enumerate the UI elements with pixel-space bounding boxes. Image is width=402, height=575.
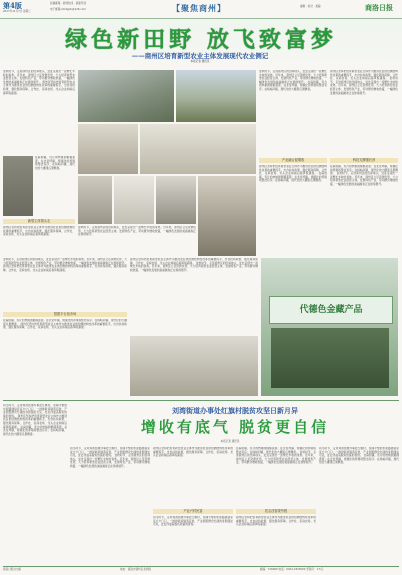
bottom-article-column-4b xyxy=(236,516,316,565)
photo-cooperative-sign xyxy=(261,258,398,396)
photo-greenhouse xyxy=(140,124,256,174)
subhead-3: 科技支撑强后劲 xyxy=(330,158,398,163)
article-paragraph: 金秋时节，走进商州区的田间地头，处处呈现出一派繁忙丰收的景象。近年来，商州区立足资源优势，大力培育新型农业经营主体，发展特色产业，带动群众增收致富，一幅绿色发展的美丽画卷正在徐徐展开。 xyxy=(330,171,398,186)
footer-rule xyxy=(3,566,399,567)
bottom-subhead-2: 扶志扶智拔穷根 xyxy=(236,509,316,514)
main-subheadline: ——商州区培育新型农业主体发展现代农业侧记 xyxy=(131,52,269,60)
sign-board: 代德色金藏产品 xyxy=(269,296,393,324)
article-column-6 xyxy=(130,258,258,334)
photo-village-landscape xyxy=(78,70,174,122)
article-paragraph: 商州区坚持把培育新型农业主体作为推进农业供给侧结构性改革的重要抓手，出台扶持政策，强化服务保障，合作社、家庭农场、龙头企业如雨后春笋般涌现。 xyxy=(3,321,127,330)
article-paragraph: 在麻街镇，连片的核桃园郁郁葱葱；在北宽坪镇，规模化的养殖场整洁有序；在杨峪河镇，现代化的大棚里瓜果飘香。 xyxy=(236,447,316,454)
photo-mountain-village xyxy=(176,70,256,122)
masthead: 商洛日报 xyxy=(365,3,393,12)
subhead-2: 产业融合促增收 xyxy=(259,158,327,163)
article-column-4b xyxy=(330,165,398,255)
article-column-1b xyxy=(35,156,75,216)
footer-left: 商洛日报社出版 xyxy=(3,568,22,571)
article-paragraph: 初冬时节，走进刘湾街道办事处红旗村，宽阔平整的水泥路通到家家户户门口，一排排新房错落有致，产业园里群众忙碌的身影随处可见，处处洋溢着脱贫致富的喜悦。 xyxy=(3,404,67,418)
article-column-1c xyxy=(3,226,75,256)
article-paragraph: 金秋时节，走进商州区的田间地头，处处呈现出一派繁忙丰收的景象。近年来，商州区立足资源优势，大力培育新型农业经营主体，发展特色产业，带动群众增收致富，一幅绿色发展的美丽画卷正在徐徐展开。 xyxy=(330,76,398,95)
photo-farmers-harvest xyxy=(78,124,138,174)
nav-line: 投稿邮箱 · 新闻热线 · 版面导读 xyxy=(50,2,87,5)
article-column-4 xyxy=(330,70,398,156)
article-paragraph: 在麻街镇，连片的核桃园郁郁葱葱；在北宽坪镇，规模化的养殖场整洁有序；在杨峪河镇，现代化的大棚里瓜果飘香。 xyxy=(35,156,75,170)
photo-worker xyxy=(3,156,33,216)
subhead-4: 搭建平台拓市场 xyxy=(3,312,127,317)
article-paragraph: 商州区坚持把培育新型农业主体作为推进农业供给侧结构性改革的重要抓手，出台扶持政策，强化服务保障，合作社、家庭农场、龙头企业如雨后春笋般涌现。 xyxy=(3,413,67,429)
article-paragraph: 金秋时节，走进商州区的田间地头，处处呈现出一派繁忙丰收的景象。近年来，商州区立足资源优势，大力培育新型农业经营主体，发展特色产业，带动群众增收致富，一幅绿色发展的美丽画卷正在徐徐展开。 xyxy=(3,258,127,265)
article-paragraph: 在麻街镇，连片的核桃园郁郁葱葱；在北宽坪镇，规模化的养殖场整洁有序；在杨峪河镇，现代化的大棚里瓜果飘香。 xyxy=(3,424,67,436)
article-paragraph: 在麻街镇，连片的核桃园郁郁葱葱；在北宽坪镇，规模化的养殖场整洁有序；在杨峪河镇，现代化的大棚里瓜果飘香。 xyxy=(330,165,398,176)
footer-right: 邮编：726000 电话：0914-2323000 零售价：1.5元 xyxy=(260,568,324,571)
page-number: 第4版 xyxy=(3,1,22,10)
photo-cooperative xyxy=(130,336,258,396)
article-paragraph: 商州区坚持把培育新型农业主体作为推进农业供给侧结构性改革的重要抓手，出台扶持政策，强化服务保障，合作社、家庭农场、龙头企业如雨后春笋般涌现。 xyxy=(3,264,127,272)
photo-farmer-portrait xyxy=(156,176,196,224)
footer-address: 地址：商洛市商州区北新街 xyxy=(120,568,152,571)
photo-orchard xyxy=(198,176,256,256)
email-line: 电子邮箱:shlrbjjzk@126.com xyxy=(50,8,86,11)
article-paragraph: 金秋时节，走进商州区的田间地头，处处呈现出一派繁忙丰收的景象。近年来，商州区立足资源优势，大力培育新型农业经营主体，发展特色产业，带动群众增收致富，一幅绿色发展的美丽画卷正在徐徐展开。 xyxy=(70,453,150,468)
bottom-byline: 本报记者 通讯员 xyxy=(220,440,240,443)
article-paragraph: 初冬时节，走进刘湾街道办事处红旗村，宽阔平整的水泥路通到家家户户门口，一排排新房错落有致，产业园里群众忙碌的身影随处可见，处处洋溢着脱贫致富的喜悦。 xyxy=(319,447,399,458)
article-column-1 xyxy=(3,70,75,154)
article-paragraph: 金秋时节，走进商州区的田间地头，处处呈现出一派繁忙丰收的景象。近年来，商州区立足资源优势，大力培育新型农业经营主体，发展特色产业，带动群众增收致富，一幅绿色发展的美丽画卷正在徐徐展开。 xyxy=(78,226,196,237)
bottom-headline: 增收有底气 脱贫更自信 xyxy=(140,418,330,436)
issue-date: 2017年11月7日 星期二 xyxy=(3,10,31,13)
bottom-subheadline: 刘湾街道办事处红旗村脱贫攻坚日新月异 xyxy=(172,407,298,415)
headline-banner xyxy=(0,19,402,67)
article-paragraph: 金秋时节，走进商州区的田间地头，处处呈现出一派繁忙丰收的景象。近年来，商州区立足资源优势，大力培育新型农业经营主体，发展特色产业，带动群众增收致富，一幅绿色发展的美丽画卷正在徐徐展开。 xyxy=(3,70,75,84)
section-divider xyxy=(3,400,399,401)
article-paragraph: 商州区坚持把培育新型农业主体作为推进农业供给侧结构性改革的重要抓手，出台扶持政策，强化服务保障，合作社、家庭农场、龙头企业如雨后春笋般涌现。 xyxy=(153,447,233,458)
article-paragraph: 商州区坚持把培育新型农业主体作为推进农业供给侧结构性改革的重要抓手，出台扶持政策，强化服务保障，合作社、家庭农场、龙头企业如雨后春笋般涌现。 xyxy=(236,516,316,527)
bottom-subhead-1: 产业兴村民富 xyxy=(153,509,233,514)
article-column-2 xyxy=(78,226,196,256)
bottom-article-column-2 xyxy=(70,447,150,565)
article-paragraph: 初冬时节，走进刘湾街道办事处红旗村，宽阔平整的水泥路通到家家户户门口，一排排新房错落有致，产业园里群众忙碌的身影随处可见，处处洋溢着脱贫致富的喜悦。 xyxy=(70,447,150,458)
page-header xyxy=(0,0,402,19)
article-paragraph: 商州区坚持把培育新型农业主体作为推进农业供给侧结构性改革的重要抓手，出台扶持政策，强化服务保障，合作社、家庭农场、龙头企业如雨后春笋般涌现。 xyxy=(130,258,258,265)
article-paragraph: 在麻街镇，连片的核桃园郁郁葱葱；在北宽坪镇，规模化的养殖场整洁有序；在杨峪河镇，现代化的大棚里瓜果飘香。 xyxy=(319,453,399,465)
article-column-5b xyxy=(3,319,127,395)
main-headline: 绿色新田野 放飞致富梦 xyxy=(65,28,337,53)
article-paragraph: 在麻街镇，连片的核桃园郁郁葱葱；在北宽坪镇，规模化的养殖场整洁有序；在杨峪河镇，现代化的大棚里瓜果飘香。 xyxy=(259,171,327,183)
article-paragraph: 商州区坚持把培育新型农业主体作为推进农业供给侧结构性改革的重要抓手，出台扶持政策，强化服务保障，合作社、家庭农场、龙头企业如雨后春笋般涌现。 xyxy=(3,79,75,95)
photo-crops xyxy=(78,176,112,224)
bottom-article-column-3 xyxy=(153,447,233,507)
article-paragraph: 在麻街镇，连片的核桃园郁郁葱葱；在北宽坪镇，规模化的养殖场整洁有序；在杨峪河镇，现代化的大棚里瓜果飘香。 xyxy=(259,79,327,91)
bottom-headline-block xyxy=(70,404,400,440)
article-paragraph: 金秋时节，走进商州区的田间地头，处处呈现出一派繁忙丰收的景象。近年来，商州区立足资源优势，大力培育新型农业经营主体，发展特色产业，带动群众增收致富，一幅绿色发展的美丽画卷正在徐徐展开。 xyxy=(259,70,327,84)
editor-info: 编辑 · 校对 · 美编 xyxy=(300,5,321,8)
article-paragraph: 金秋时节，走进商州区的田间地头，处处呈现出一派繁忙丰收的景象。近年来，商州区立足资源优势，大力培育新型农业经营主体，发展特色产业，带动群众增收致富，一幅绿色发展的美丽画卷正在徐徐展开。 xyxy=(130,260,258,272)
article-paragraph: 在麻街镇，连片的核桃园郁郁葱葱；在北宽坪镇，规模化的养殖场整洁有序；在杨峪河镇，现代化的大棚里瓜果飘香。 xyxy=(3,319,127,326)
bottom-article-column-1 xyxy=(3,404,67,564)
article-paragraph: 金秋时节，走进商州区的田间地头，处处呈现出一派繁忙丰收的景象。近年来，商州区立足资源优势，大力培育新型农业经营主体，发展特色产业，带动群众增收致富，一幅绿色发展的美丽画卷正在徐徐展开。 xyxy=(236,449,316,465)
subhead-1: 新型主体领头走 xyxy=(3,219,75,224)
article-paragraph: 商州区坚持把培育新型农业主体作为推进农业供给侧结构性改革的重要抓手，出台扶持政策，强化服务保障，合作社、家庭农场、龙头企业如雨后春笋般涌现。 xyxy=(259,165,327,176)
bottom-article-column-3b xyxy=(153,516,233,565)
article-paragraph: 商州区坚持把培育新型农业主体作为推进农业供给侧结构性改革的重要抓手，出台扶持政策，强化服务保障，合作社、家庭农场、龙头企业如雨后春笋般涌现。 xyxy=(3,226,75,237)
bottom-article-column-5 xyxy=(319,447,399,565)
article-column-3 xyxy=(259,70,327,156)
article-paragraph: 商州区坚持把培育新型农业主体作为推进农业供给侧结构性改革的重要抓手，出台扶持政策，强化服务保障，合作社、家庭农场、龙头企业如雨后春笋般涌现。 xyxy=(330,70,398,81)
photo-sign-base xyxy=(271,328,389,388)
section-title: 【聚焦商州】 xyxy=(172,3,226,13)
article-column-3b xyxy=(259,165,327,255)
photo-grain-sacks xyxy=(114,176,154,224)
article-paragraph: 初冬时节，走进刘湾街道办事处红旗村，宽阔平整的水泥路通到家家户户门口，一排排新房错落有致，产业园里群众忙碌的身影随处可见，处处洋溢着脱贫致富的喜悦。 xyxy=(153,516,233,527)
bottom-article-column-4 xyxy=(236,447,316,507)
article-column-5 xyxy=(3,258,127,310)
main-byline: 本报记者 通讯员 xyxy=(190,60,210,63)
